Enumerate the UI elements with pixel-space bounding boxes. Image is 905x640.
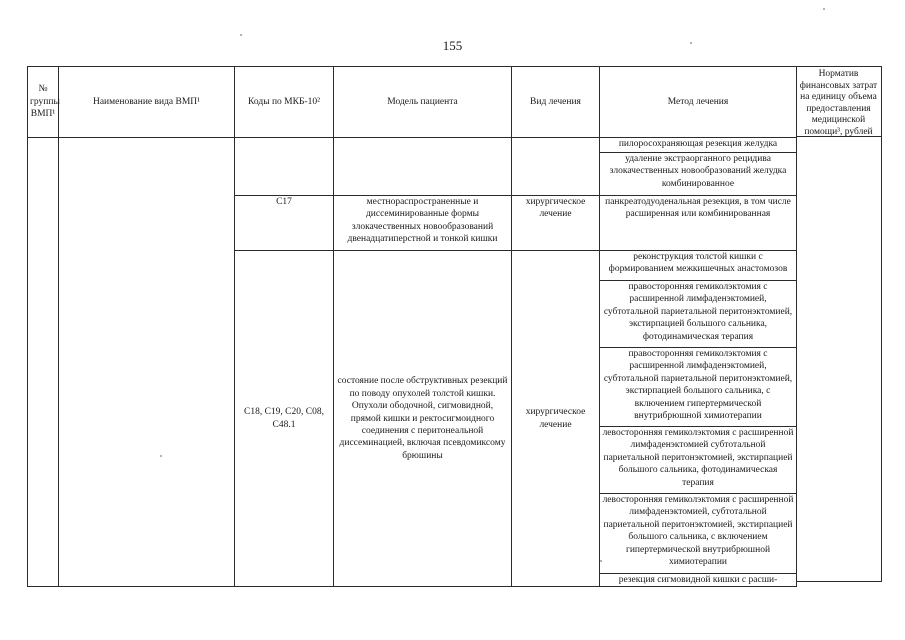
header-financial-norm: Норматив финансовых затрат на единицу объема предоставления медицинской помощи³, рублей <box>796 66 882 137</box>
header-treatment-method: Метод лечения <box>600 67 797 138</box>
method-cell: удаление экстраорганного рецидива злокачественных новообразований желудка комбинированное <box>600 153 797 196</box>
scan-speck <box>823 8 825 10</box>
scan-speck <box>690 42 692 44</box>
header-patient-model: Модель пациента <box>334 67 512 138</box>
icd-cell: C17 <box>235 196 334 251</box>
method-cell: правосторонняя гемиколэктомия с расширенной лимфаденэктомией, субтотальной париетальной перитонэктомией, экстирпацией большого сальника, с включением гипертермической внутрибрюшной химиотерапии <box>600 348 797 427</box>
model-cell: состояние после обструктивных резекций по поводу опухолей толстой кишки. Опухоли ободочной, сигмовидной, прямой кишки и ректосигмоидного соединения с перитонеальной диссеминацией, включая псевдомиксому брюшины <box>334 251 512 587</box>
scan-speck <box>600 560 602 562</box>
header-vmp-name: Наименование вида ВМП¹ <box>59 67 235 138</box>
vmp-name-cell <box>59 138 235 587</box>
method-cell: пилоросохраняющая резекция желудка <box>600 138 797 153</box>
table-header-row <box>28 67 797 138</box>
method-cell: панкреатодуоденальная резекция, в том числе расширенная или комбинированная <box>600 196 797 251</box>
method-cell: резекция сигмовидной кишки с расши- <box>600 574 797 587</box>
method-cell: левосторонняя гемиколэктомия с расширенной лимфаденэктомией субтотальной париетальной перитонэктомией, экстирпацией большого сальника, фотодинамическая терапия <box>600 427 797 494</box>
treatment-cell: хирургическое лечение <box>512 251 600 587</box>
treatment-cell-empty <box>512 138 600 196</box>
model-cell: местнораспространенные и диссеминированные формы злокачественных новообразований двенадцатиперстной и тонкой кишки <box>334 196 512 251</box>
header-group-no: № группы ВМП¹ <box>28 67 59 138</box>
group-no-cell <box>28 138 59 587</box>
scan-speck <box>240 34 242 36</box>
model-cell-empty <box>334 138 512 196</box>
method-cell: левосторонняя гемиколэктомия с расширенной лимфаденэктомией, субтотальной париетальной перитонэктомией, экстирпацией большого сальника, с включением гипертермической внутрибрюшной химиотерапии <box>600 494 797 574</box>
financial-norm-column <box>796 137 882 582</box>
method-cell: реконструкция толстой кишки с формированием межкишечных анастомозов <box>600 251 797 281</box>
procedures-table <box>27 66 797 587</box>
page-number: 155 <box>442 38 463 53</box>
treatment-cell: хирургическое лечение <box>512 196 600 251</box>
icd-cell-empty <box>235 138 334 196</box>
header-icd-codes: Коды по МКБ-10² <box>235 67 334 138</box>
icd-cell: C18, C19, C20, C08, C48.1 <box>235 251 334 587</box>
header-treatment-type: Вид лечения <box>512 67 600 138</box>
scan-speck <box>160 455 162 457</box>
method-cell: правосторонняя гемиколэктомия с расширенной лимфаденэктомией, субтотальной париетальной перитонэктомией, экстирпацией большого сальника, фотодинамическая терапия <box>600 281 797 348</box>
table-row <box>28 138 797 153</box>
